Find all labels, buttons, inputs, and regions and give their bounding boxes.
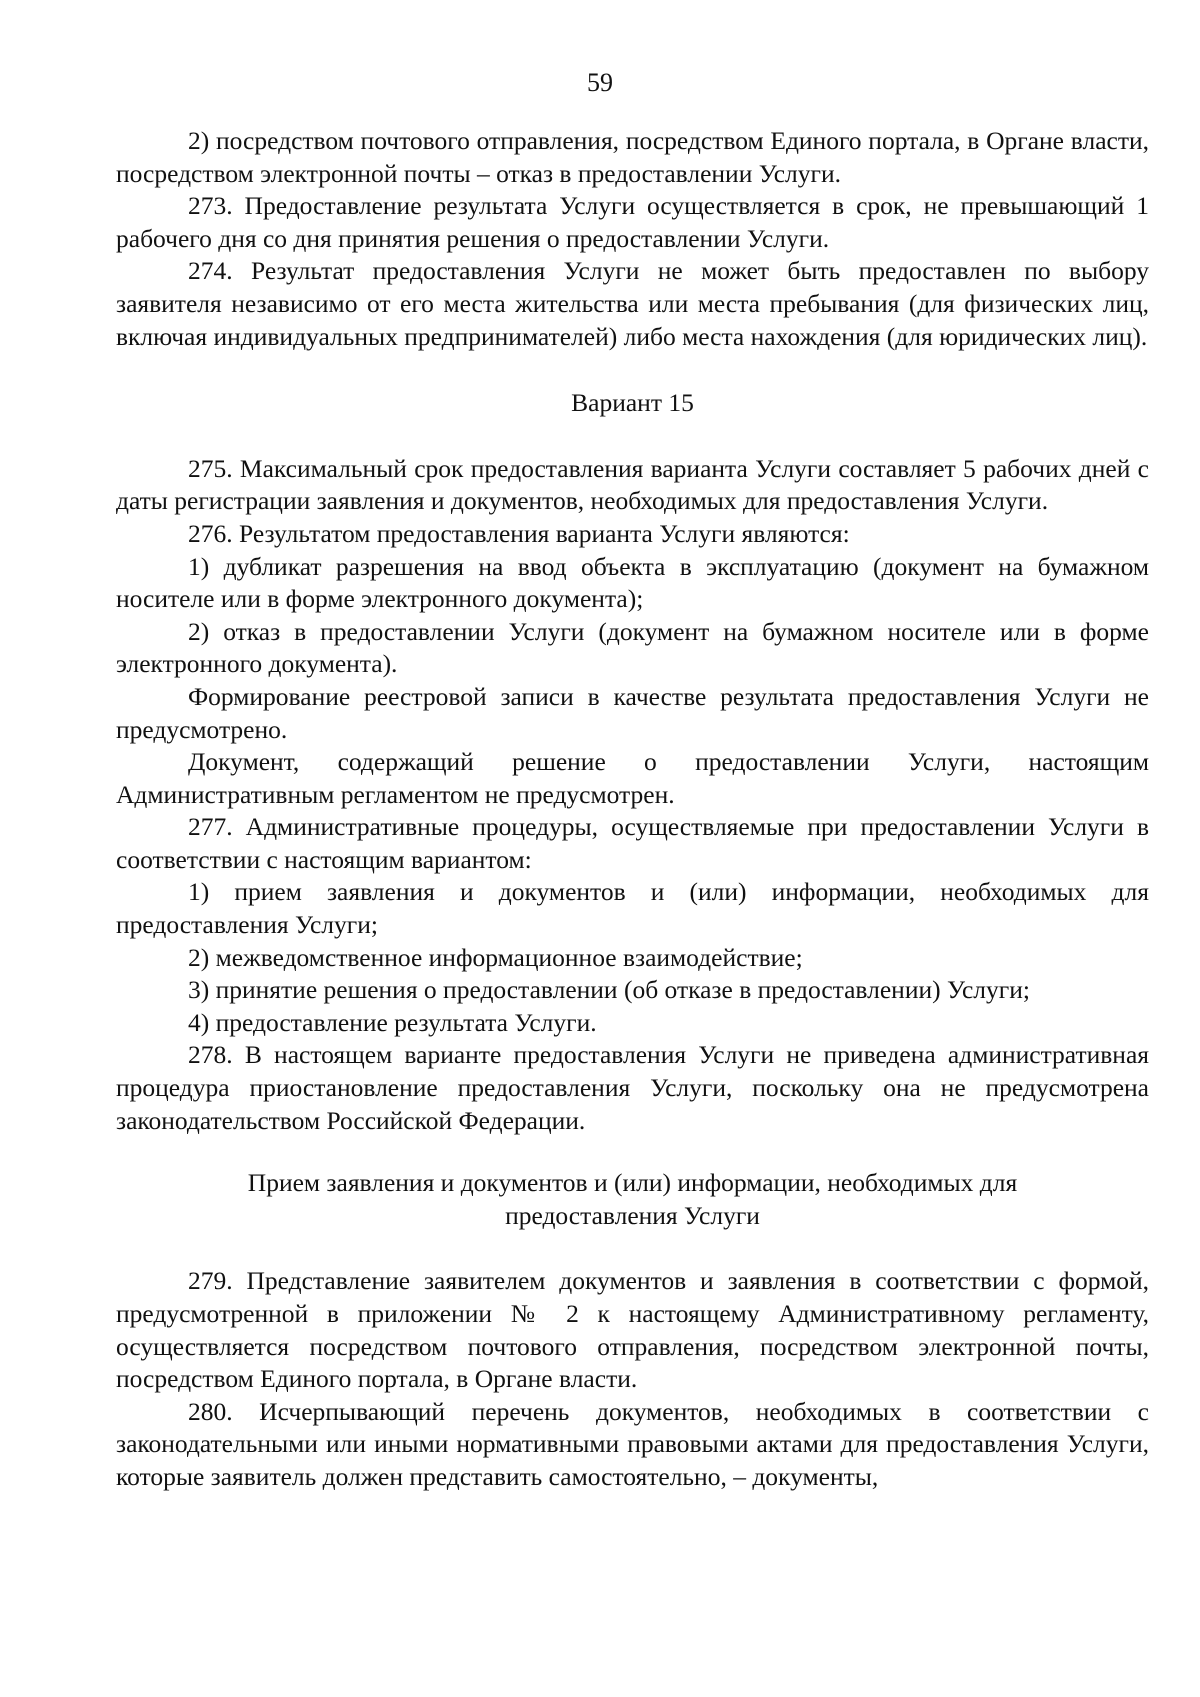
paragraph-274: 274. Результат предоставления Услуги не может быть предоставлен по выбору заявителя независимо от его места жительства или места пребывания (для физических лиц, включая индивидуальных предпринимателей) либо места нахождения (для юридических лиц). <box>116 256 1149 351</box>
heading-section-reception <box>116 1167 1149 1232</box>
paragraph-279: 279. Представление заявителем документов и заявления в соответствии с формой, предусмотренной в приложении № 2 к настоящему Административному регламенту, осуществляется посредством почтового отправления, посредством электронной почты, посредством Единого портала, в Органе власти. <box>116 1266 1149 1394</box>
heading-variant-15: Вариант 15 <box>571 388 694 418</box>
paragraph-item-2-result: 2) посредством почтового отправления, посредством Единого портала, в Органе власти, посредством электронной почты – отказ в предоставлении Услуги. <box>116 126 1149 188</box>
paragraph-277: 277. Административные процедуры, осуществляемые при предоставлении Услуги в соответствии с настоящим вариантом: <box>116 812 1149 874</box>
document-body <box>116 125 1149 1494</box>
paragraph-decision-document: Документ, содержащий решение о предоставлении Услуги, настоящим Административным регламентом не предусмотрен. <box>116 747 1149 809</box>
paragraph-275: 275. Максимальный срок предоставления варианта Услуги составляет 5 рабочих дней с даты регистрации заявления и документов, необходимых для предоставления Услуги. <box>116 453 1149 516</box>
paragraph-280: 280. Исчерпывающий перечень документов, необходимых в соответствии с законодательными или иными нормативными правовыми актами для предоставления Услуги, которые заявитель должен представить самостоятельно, – документы, <box>116 1396 1149 1491</box>
page-number: 59 <box>587 68 613 97</box>
paragraph-registry-record: Формирование реестровой записи в качестве результата предоставления Услуги не предусмотрено. <box>116 681 1149 744</box>
paragraph-276: 276. Результатом предоставления варианта Услуги являются: <box>188 518 850 548</box>
paragraph-277-item-3: 3) принятие решения о предоставлении (об отказе в предоставлении) Услуги; <box>188 975 1030 1005</box>
heading-section-line-1: Прием заявления и документов и (или) информации, необходимых для <box>247 1168 1018 1198</box>
heading-section-line-2: предоставления Услуги <box>505 1200 760 1230</box>
paragraph-277-item-4: 4) предоставление результата Услуги. <box>188 1007 597 1037</box>
paragraph-278: 278. В настоящем варианте предоставления Услуги не приведена административная процедура приостановление предоставления Услуги, поскольку она не предусмотрена законодательством Российской Федерации. <box>116 1040 1149 1135</box>
paragraph-277-item-2: 2) межведомственное информационное взаимодействие; <box>188 942 803 972</box>
paragraph-276-item-1: 1) дубликат разрешения на ввод объекта в эксплуатацию (документ на бумажном носителе или в форме электронного документа); <box>116 551 1149 614</box>
paragraph-273: 273. Предоставление результата Услуги осуществляется в срок, не превышающий 1 рабочего дня со дня принятия решения о предоставлении Услуги. <box>116 191 1149 253</box>
paragraph-277-item-1: 1) прием заявления и документов и (или) информации, необходимых для предоставления Услуги; <box>116 877 1149 940</box>
paragraph-276-item-2: 2) отказ в предоставлении Услуги (документ на бумажном носителе или в форме электронного документа). <box>116 616 1149 679</box>
